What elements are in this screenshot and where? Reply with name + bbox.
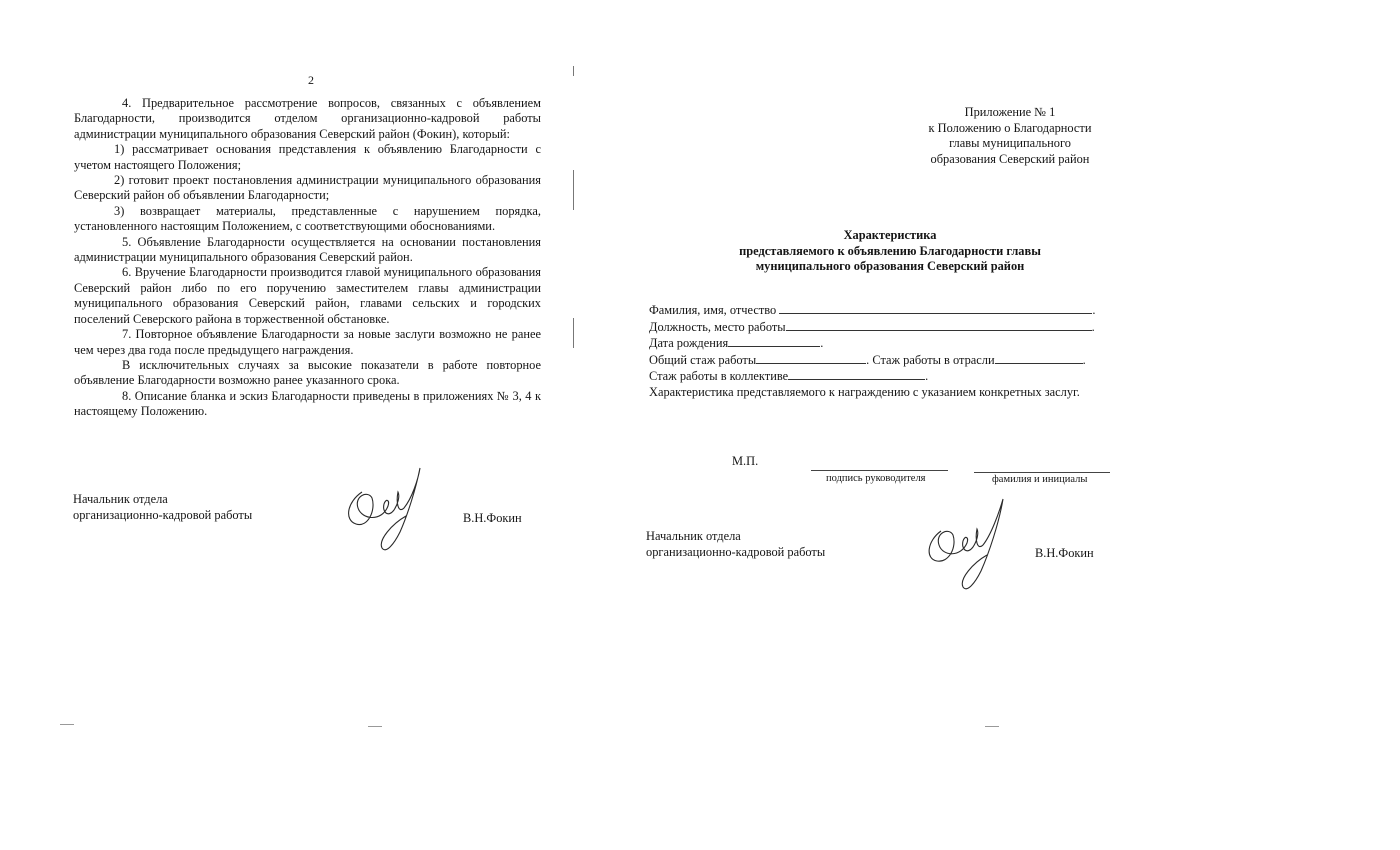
paragraph-4-1: 1) рассматривает основания представления к объявлению Благодарности с учетом настоящего Положения; [74, 142, 541, 172]
paragraph-6: 6. Вручение Благодарности производится главой муниципального образования Северский район либо по его поручению заместителем главы администрации муниципального образования Северский район, главами сельских и городских поселений Северского района в торжественной обстановке. [74, 265, 541, 326]
paragraph-7: 7. Повторное объявление Благодарности за новые заслуги возможно не ранее чем через два года после предыдущего награждения. [74, 327, 541, 357]
paragraph-8: 8. Описание бланка и эскиз Благодарности приведены в приложениях № 3, 4 к настоящему Положению. [74, 388, 541, 419]
birth-date-field[interactable] [728, 335, 820, 347]
page-number: 2 [308, 73, 314, 87]
paragraph-7-exception: В исключительных случаях за высокие показатели в работе повторное объявление Благодарности возможно ранее указанного срока. [74, 357, 541, 388]
paragraph-4-3: 3) возвращает материалы, представленные с нарушением порядка, установленного настоящим Положением, с соответствующими обоснованиями. [74, 203, 541, 234]
handwritten-signature [923, 495, 1013, 595]
form-title [680, 228, 1100, 275]
signatory-position-line1: Начальник отдела [73, 492, 168, 506]
industry-experience-label: . Стаж работы в отрасли [866, 352, 995, 367]
title-line: муниципального образования Северский район [755, 259, 1025, 273]
appendix-line: к Положению о Благодарности [928, 120, 1092, 135]
full-name-label: Фамилия, имя, отчество [649, 303, 777, 317]
birth-date-label: Дата рождения [649, 336, 729, 351]
appendix-header [910, 105, 1110, 167]
characteristic-form [649, 302, 1111, 401]
title-line: представляемого к объявлению Благодарности главы [739, 243, 1041, 258]
signatory-position-line1: Начальник отдела [646, 529, 741, 543]
total-experience-field[interactable] [756, 352, 866, 364]
position-label: Должность, место работы [649, 319, 786, 334]
name-caption: фамилия и инициалы [992, 474, 1088, 485]
title-line: Характеристика [843, 228, 937, 242]
signatory-position-line2: организационно-кадровой работы [646, 545, 826, 559]
name-line[interactable] [974, 472, 1110, 473]
signatory-position [73, 491, 252, 523]
paragraph-4: 4. Предварительное рассмотрение вопросов, связанных с объявлением Благодарности, производится отделом организационно-кадровой работы администрации муниципального образования Северский район (Фокин), который: [74, 96, 541, 141]
full-name-row: Фамилия, имя, отчество . [649, 303, 1096, 317]
team-experience-field[interactable] [788, 368, 925, 380]
birth-date-row: Дата рождения . [649, 336, 824, 351]
team-experience-label: Стаж работы в коллективе [649, 369, 789, 384]
signatory-name: В.Н.Фокин [1035, 546, 1094, 560]
stamp-place: М.П. [732, 454, 759, 468]
appendix-line: Приложение № 1 [964, 105, 1056, 119]
document-page-right [580, 0, 1400, 850]
team-experience-row: Стаж работы в коллективе . [649, 369, 929, 384]
paragraph-5: 5. Объявление Благодарности осуществляется на основании постановления администрации муниципального образования Северский район. [74, 234, 541, 265]
full-name-field[interactable] [779, 302, 1092, 314]
document-page-left [0, 0, 580, 850]
handwritten-signature [342, 462, 432, 557]
paragraph-4-2: 2) готовит проект постановления администрации муниципального образования Северский район об объявлении Благодарности; [74, 173, 541, 203]
total-experience-label: Общий стаж работы [649, 352, 757, 367]
appendix-line: образования Северский район [930, 151, 1090, 166]
experience-row: Общий стаж работы . Стаж работы в отрасли . [649, 352, 1086, 367]
regulation-text [74, 96, 541, 420]
industry-experience-field[interactable] [995, 352, 1083, 364]
position-field[interactable] [786, 319, 1092, 331]
signature-caption: подпись руководителя [826, 473, 926, 484]
signature-line[interactable] [811, 470, 948, 471]
signatory-position-line2: организационно-кадровой работы [73, 508, 253, 522]
signatory-name: В.Н.Фокин [463, 511, 522, 525]
signatory-position [646, 528, 825, 560]
appendix-line: главы муниципального [949, 136, 1071, 150]
position-row: Должность, место работы . [649, 319, 1095, 334]
characteristic-text: Характеристика представляемого к награждению с указанием конкретных заслуг. [649, 384, 1080, 399]
